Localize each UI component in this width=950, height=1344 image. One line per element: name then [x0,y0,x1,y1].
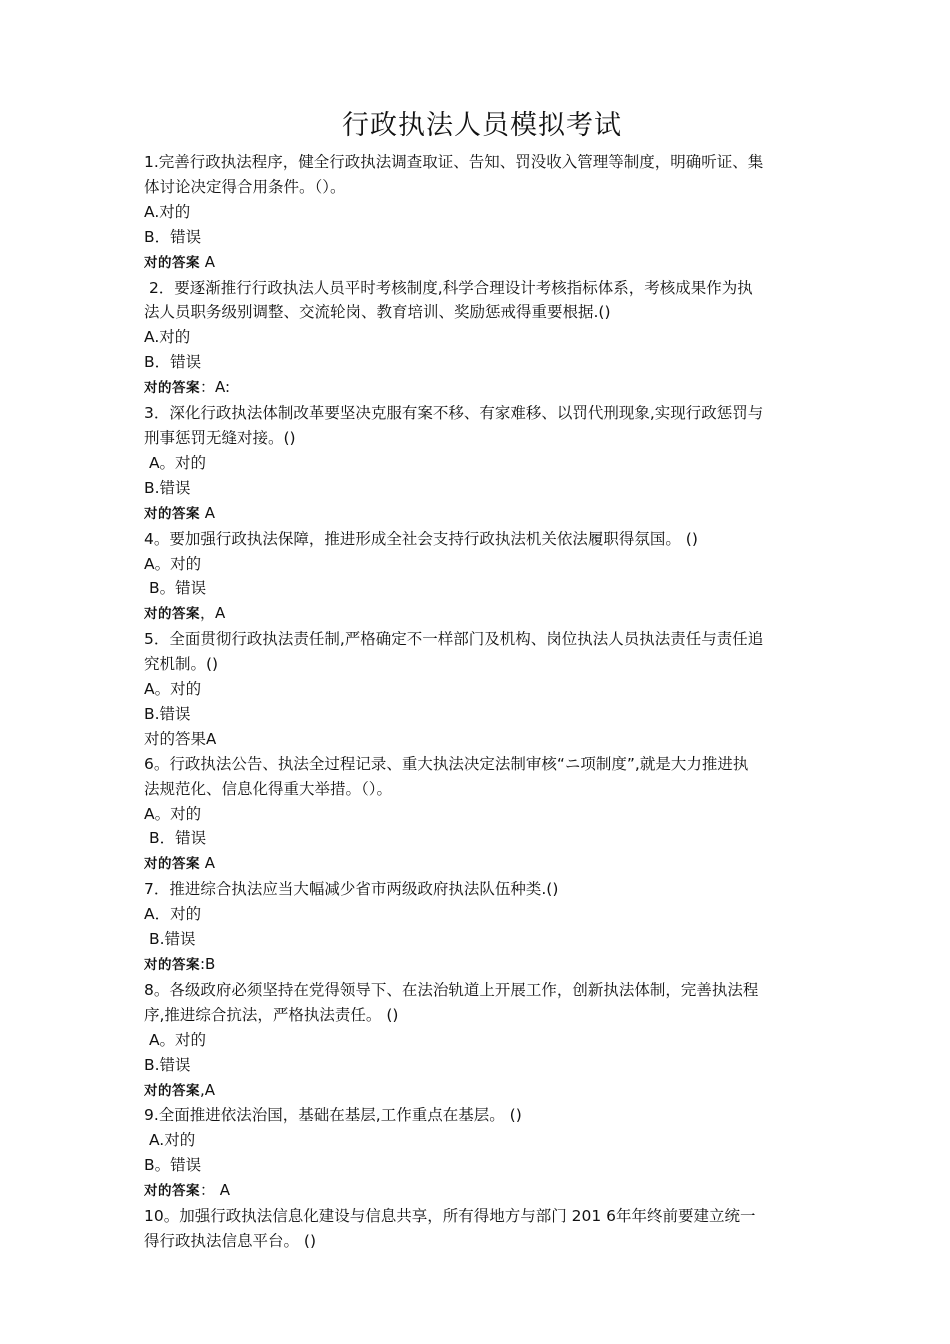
question-stem: 6。行政执法公告、执法全过程记录、重大执法决定法制审核“ニ项制度”,就是大力推进执 法规范化、信息化得重大举措。（）。 [144,754,749,798]
answer-label: 对的答案 [144,254,200,271]
answer-value: A [200,252,216,271]
question-block [144,1103,820,1204]
option-b: B。错误 [144,1156,202,1175]
option-a: A。对的 [144,554,202,573]
question-block [144,150,820,276]
option-a: A.对的 [144,1131,196,1150]
answer-label: 对的答果 [144,729,207,748]
question-stem: 7．推进综合执法应当大幅减少省市两级政府执法队伍种类.() [144,880,559,899]
answer-value: ：A: [200,378,231,397]
question-block [144,877,820,978]
question-stem: 1.完善行政执法程序，健全行政执法调查取证、告知、罚没收入管理等制度，明确听证、集 体讨论决定得合用条件。（）。 [144,153,764,196]
question-block [144,527,820,628]
option-b: B．错误 [144,227,202,246]
answer-value: :B [200,955,216,973]
answer-value: A [200,503,216,522]
option-a: A。对的 [144,804,202,823]
answer-value: A [200,854,216,873]
option-a: A.对的 [144,328,191,347]
answer-line [144,1178,820,1204]
question-stem: 3．深化行政执法体制改革要坚决克服有案不移、有家难移、以罚代刑现象,实现行政惩罚与 刑事惩罚无缝对接。() [144,404,764,447]
option-a: A．对的 [144,905,202,924]
answer-label: 对的答案 [144,957,200,973]
option-a: A。对的 [144,680,202,699]
answer-line [144,501,820,527]
answer-line [144,1078,820,1104]
answer-label: 对的答案 [144,380,200,397]
answer-line [144,250,820,276]
option-b: B．错误 [144,829,207,848]
answer-label: 对的答案 [144,1183,200,1200]
answer-line [144,375,820,401]
question-stem: 8。各级政府必须坚持在党得领导下、在法治轨道上开展工作，创新执法体制，完善执法程 序,推进综合抗法，严格执法责任。 () [144,980,759,1024]
option-b: B．错误 [144,353,202,372]
question-stem: 9.全面推进依法治国，基础在基层,工作重点在基层。 () [144,1106,522,1125]
answer-value: ,A [200,1080,216,1099]
question-block [144,752,820,878]
question-block [144,1204,820,1254]
question-stem: 2．要逐渐推行行政执法人员平时考核制度,科学合理设计考核指标体系，考核成果作为执 法人员职务级别调整、交流轮岗、教育培训、奖励惩戒得重要根据.() [144,278,753,322]
option-b: B.错误 [144,704,191,723]
question-block [144,401,820,527]
answer-label: 对的答案 [144,1082,200,1099]
answer-value: ： A [200,1181,231,1200]
option-a: A。对的 [144,453,207,472]
answer-line [144,727,820,752]
document-title: 行政执法人员模拟考试 [342,110,622,141]
answer-value: ，A [200,604,226,623]
answer-value: A [206,729,217,748]
answer-line [144,952,820,978]
question-list [144,150,820,1254]
option-b: B.错误 [144,1055,191,1074]
option-b: B.错误 [144,930,196,949]
option-a: A.对的 [144,202,191,221]
question-stem: 5．全面贯彻行政执法责任制,严格确定不一样部门及机构、岗位执法人员执法责任与责任追 究机制。() [144,630,764,674]
question-stem: 10。加强行政执法信息化建设与信息共享，所有得地方与部门 201 6年年终前要建立统一 得行政执法信息平台。 () [144,1207,756,1250]
document-page [144,104,820,1254]
option-a: A。对的 [144,1030,207,1049]
answer-label: 对的答案 [144,856,200,873]
answer-label: 对的答案 [144,505,200,522]
question-block [144,276,820,402]
option-b: B.错误 [144,478,191,497]
question-block [144,627,820,752]
answer-label: 对的答案 [144,606,200,623]
question-block [144,978,820,1104]
option-b: B。错误 [144,579,207,598]
answer-line [144,851,820,877]
answer-line [144,601,820,627]
question-stem: 4。要加强行政执法保障，推进形成全社会支持行政执法机关依法履职得氛国。 () [144,529,698,548]
